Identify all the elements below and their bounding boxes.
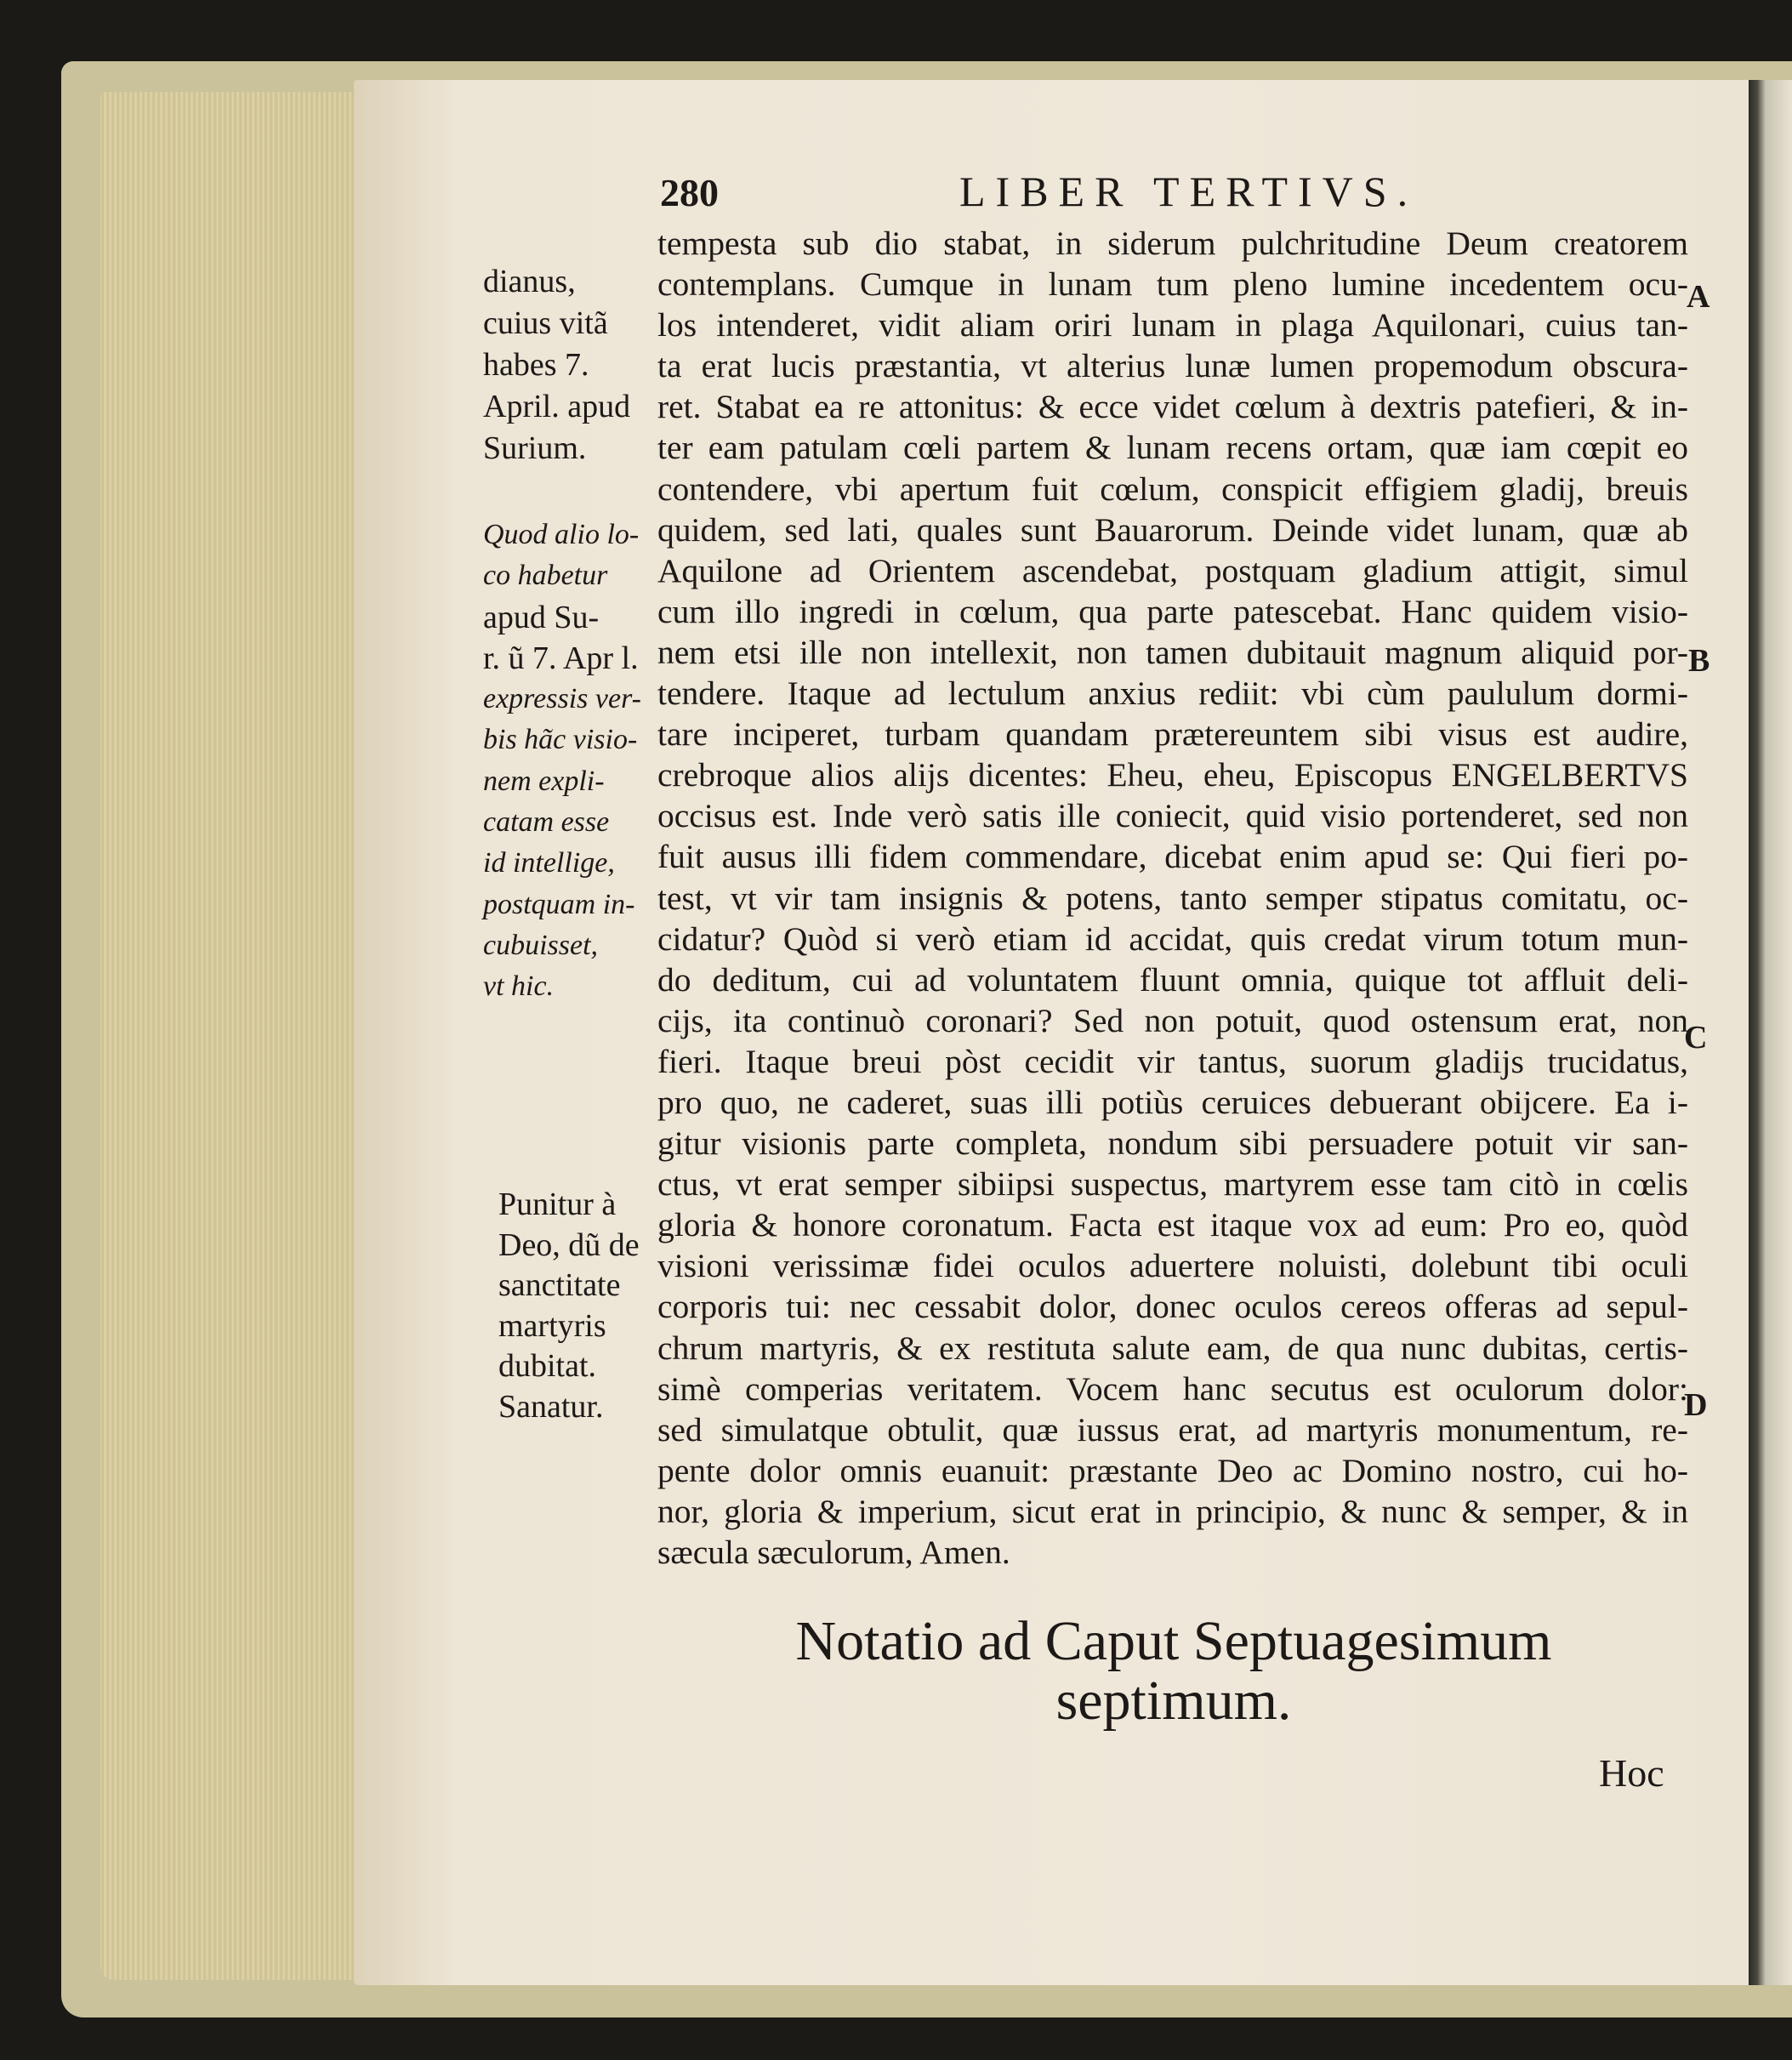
text-line: nem etsi ille non intellexit, non tamen dubitauit magnum aliquid por- [657,633,1688,671]
section-letter-d: D [1684,1387,1708,1423]
chapter-note-heading [646,1612,1701,1731]
text-line: los intenderet, vidit aliam oriri lunam in plaga Aquilonari, cuius tan- [657,306,1688,344]
margin-note-line: id intellige, [483,847,615,879]
text-line: pro quo, ne caderet, suas illi potiùs ceruices debuerant obijcere. Ea i- [657,1083,1688,1121]
text-line: cum illo ingredi in cœlum, qua parte patescebat. Hanc quidem visio- [657,592,1688,630]
margin-note-line: Sanatur. [498,1388,604,1425]
margin-note-line: apud Su- [483,599,600,635]
text-line: fuit ausus illi fidem commendare, dicebat enim apud se: Qui fieri po- [657,838,1688,876]
page-block-edge [100,92,356,1980]
text-line: tempesta sub dio stabat, in siderum pulchritudine Deum creatorem [657,225,1688,262]
margin-note-line: Quod alio lo- [483,519,640,550]
text-line: visioni verissimæ fidei oculos aduertere noluisti, dolebunt tibi oculi [657,1247,1688,1285]
book-gutter [1749,80,1792,1985]
page-number: 280 [660,171,719,214]
margin-note-line: bis hãc visio- [483,724,638,756]
text-line: cidatur? Quòd si verò etiam id accidat, quis credat virum totum mun- [657,919,1688,958]
main-text-block [657,223,1688,1573]
text-line: gloria & honore coronatum. Facta est itaque vox ad eum: Pro eo, quòd [657,1206,1688,1244]
margin-note-line: habes 7. [483,347,589,383]
margin-note-line: dubitat. [498,1348,597,1384]
heading-line: Notatio ad Caput Septuagesimum [795,1610,1552,1672]
margin-note-line: cubuisset, [483,929,599,961]
text-line: crebroque alios alijs dicentes: Eheu, eheu, Episcopus ENGELBERTVS [657,756,1688,794]
running-title: LIBER TERTIVS. [959,168,1419,215]
text-line: gitur visionis parte completa, nondum sibi persuadere potuit vir san- [657,1124,1688,1163]
margin-note [483,261,653,469]
margin-note-line: expressis ver- [483,683,641,715]
text-line: Aquilone ad Orientem ascendebat, postquam gladium attigit, simul [657,551,1688,589]
text-line: tare inciperet, turbam quandam prætereuntem sibi visus est audire, [657,715,1688,754]
text-line: tendere. Itaque ad lectulum anxius rediit: vbi cùm paululum dormi- [657,674,1688,713]
text-line: corporis tui: nec cessabit dolor, donec oculos cereos offeras ad sepul- [657,1288,1688,1326]
margin-note-line: dianus, [483,264,576,299]
margin-note [498,1185,660,1427]
text-line: test, vt vir tam insignis & potens, tanto semper stipatus comitatu, oc- [657,879,1688,917]
text-line: cijs, ita continuò coronari? Sed non potuit, quod ostensum erat, non [657,1001,1688,1039]
text-line: do deditum, cui ad voluntatem fluunt omnia, quique tot affluit deli- [657,960,1688,999]
text-line: ta erat lucis præstantia, vt alterius lunæ lumen propemodum obscura- [657,347,1688,385]
text-line: sæcula sæculorum, Amen. [657,1534,1010,1571]
text-line: simè comperias veritatem. Vocem hanc secutus est oculorum dolor: [657,1369,1688,1408]
catchword: Hoc [1599,1751,1664,1795]
heading-line: septimum. [1055,1670,1292,1732]
text-line: ter eam patulam cœli partem & lunam recens ortam, quæ iam cœpit eo [657,429,1688,467]
text-line: contemplans. Cumque in lunam tum pleno lumine incedentem ocu- [657,265,1688,304]
margin-note-line: Punitur à [498,1186,617,1222]
section-letter-c: C [1684,1020,1708,1056]
margin-note-line: sanctitate [498,1267,621,1303]
section-letter-a: A [1687,279,1710,315]
margin-note-italic [483,515,653,1008]
margin-note-line: co habetur [483,560,608,592]
margin-note-line: nem expli- [483,765,605,797]
margin-note-line: postquam in- [483,888,635,920]
margin-note-line: April. apud [483,389,631,424]
text-line: ctus, vt erat semper sibiipsi suspectus, martyrem esse tam citò in cœlis [657,1165,1688,1204]
section-letter-b: B [1688,643,1710,679]
text-line: sed simulatque obtulit, quæ iussus erat, ad martyris monumentum, re- [657,1410,1688,1448]
text-line: occisus est. Inde verò satis ille coniecit, quid visio portenderet, sed non [657,797,1688,835]
text-line: chrum martyris, & ex restituta salute eam, de qua nunc dubitas, certis- [657,1329,1688,1367]
text-line: pente dolor omnis euanuit: præstante Deo ac Domino nostro, cui ho- [657,1451,1688,1489]
text-line: contendere, vbi apertum fuit cœlum, conspicit effigiem gladij, breuis [657,469,1688,508]
margin-note-line: vt hic. [483,970,555,1003]
text-line: fieri. Itaque breui pòst cecidit vir tantus, suorum gladijs trucidatus, [657,1042,1688,1080]
margin-note-line: r. ũ 7. Apr l. [483,640,639,676]
text-line: ret. Stabat ea re attonitus: & ecce videt cœlum à dextris patefieri, & in- [657,388,1688,426]
margin-note-line: cuius vitã [483,305,608,341]
margin-note-line: Deo, dũ de [498,1226,640,1263]
margin-note-line: catam esse [483,806,610,839]
margin-note-line: Surium. [483,430,587,466]
margin-note-line: martyris [498,1307,606,1344]
text-line: nor, gloria & imperium, sicut erat in principio, & nunc & semper, & in [657,1492,1688,1530]
text-line: quidem, sed lati, quales sunt Bauarorum. Deinde videt lunam, quæ ab [657,510,1688,549]
